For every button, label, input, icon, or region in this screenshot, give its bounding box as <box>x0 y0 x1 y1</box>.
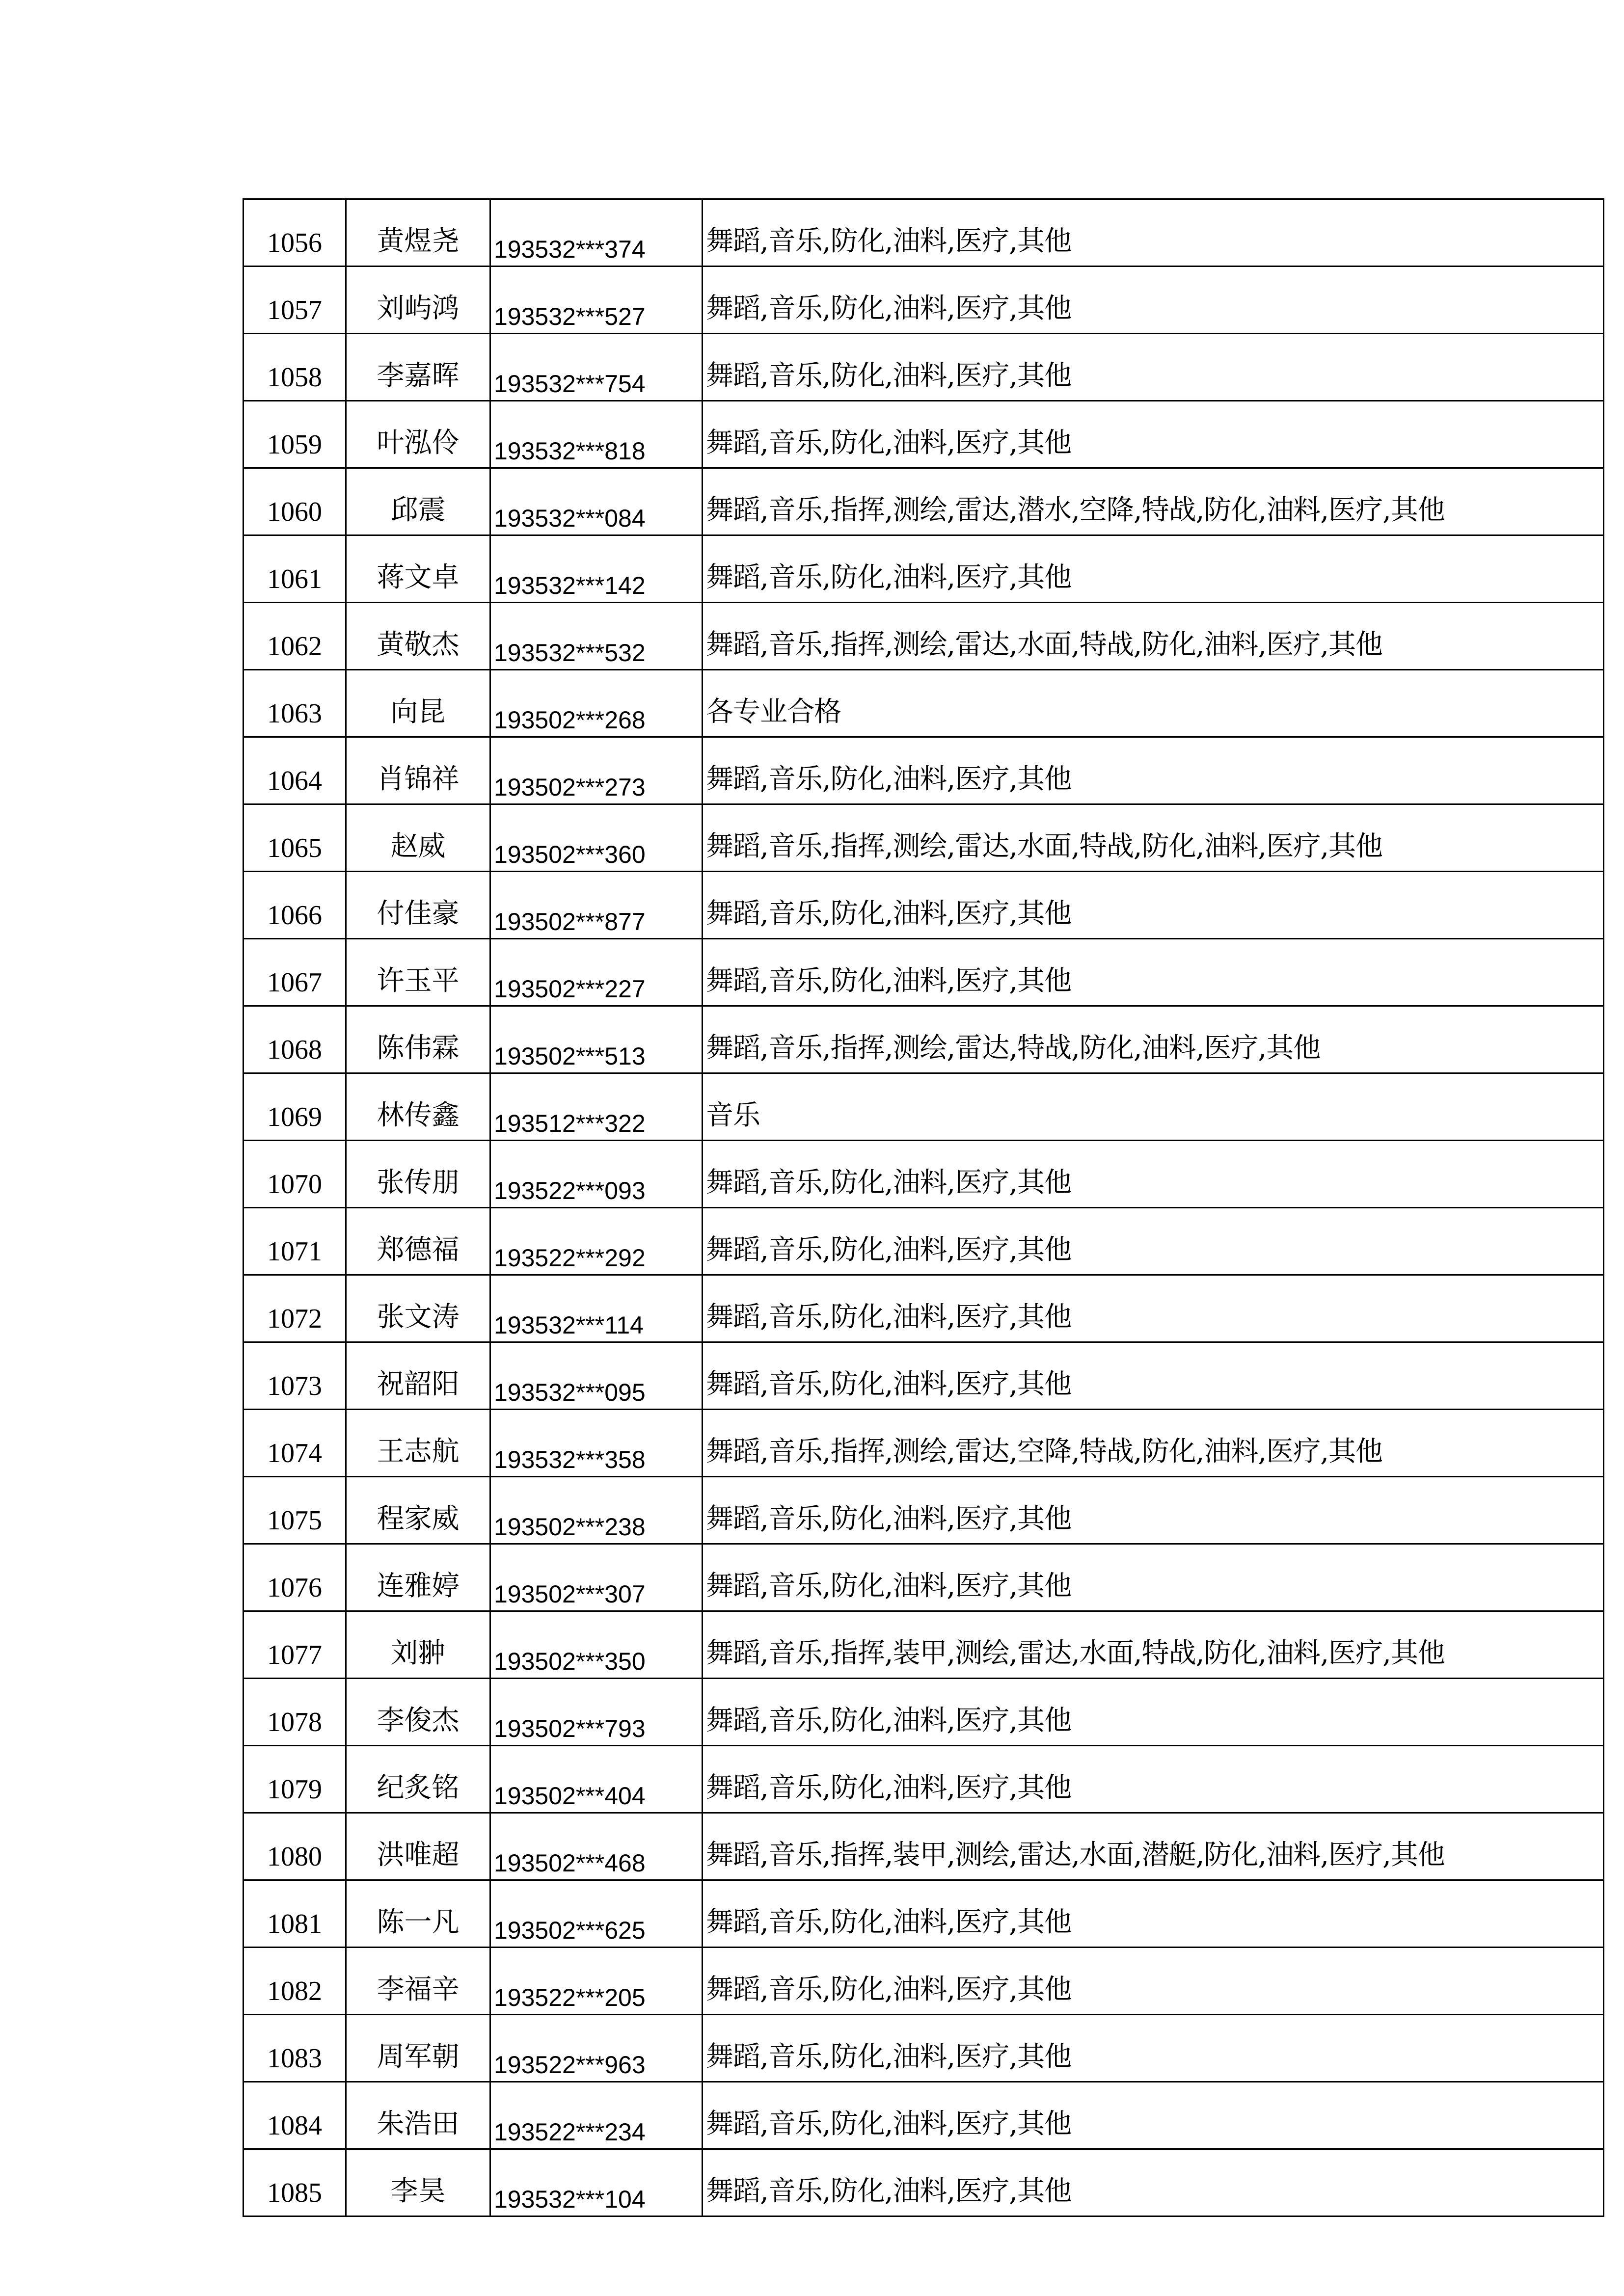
name-cell: 李俊杰 <box>346 1679 490 1746</box>
name-cell: 邱震 <box>346 468 490 535</box>
id-number-cell: 193502***273 <box>490 737 703 804</box>
name-cell: 郑德福 <box>346 1208 490 1275</box>
row-number-cell: 1077 <box>244 1611 346 1679</box>
specialties-cell: 舞蹈,音乐,指挥,测绘,雷达,潜水,空降,特战,防化,油料,医疗,其他 <box>703 468 1604 535</box>
row-number-cell: 1076 <box>244 1544 346 1611</box>
name-cell: 李嘉晖 <box>346 334 490 401</box>
table-row <box>244 1275 1604 1342</box>
specialties-cell: 舞蹈,音乐,防化,油料,医疗,其他 <box>703 939 1604 1006</box>
table-row <box>244 2149 1604 2216</box>
specialties-cell: 舞蹈,音乐,防化,油料,医疗,其他 <box>703 267 1604 334</box>
table-row <box>244 468 1604 535</box>
table-row <box>244 670 1604 737</box>
id-number-cell: 193502***468 <box>490 1813 703 1880</box>
specialties-cell: 舞蹈,音乐,防化,油料,医疗,其他 <box>703 1141 1604 1208</box>
specialties-cell: 舞蹈,音乐,防化,油料,医疗,其他 <box>703 872 1604 939</box>
name-cell: 朱浩田 <box>346 2082 490 2149</box>
row-number-cell: 1063 <box>244 670 346 737</box>
row-number-cell: 1057 <box>244 267 346 334</box>
specialties-cell: 舞蹈,音乐,防化,油料,医疗,其他 <box>703 1275 1604 1342</box>
row-number-cell: 1058 <box>244 334 346 401</box>
specialties-cell: 舞蹈,音乐,防化,油料,医疗,其他 <box>703 1679 1604 1746</box>
id-number-cell: 193522***234 <box>490 2082 703 2149</box>
id-number-cell: 193502***404 <box>490 1746 703 1813</box>
name-cell: 黄敬杰 <box>346 603 490 670</box>
id-number-cell: 193532***142 <box>490 535 703 603</box>
table-row <box>244 1544 1604 1611</box>
id-number-cell: 193502***513 <box>490 1006 703 1073</box>
row-number-cell: 1065 <box>244 804 346 872</box>
specialties-cell: 舞蹈,音乐,指挥,测绘,雷达,水面,特战,防化,油料,医疗,其他 <box>703 804 1604 872</box>
specialties-cell: 舞蹈,音乐,防化,油料,医疗,其他 <box>703 1544 1604 1611</box>
id-number-cell: 193502***877 <box>490 872 703 939</box>
id-number-cell: 193522***093 <box>490 1141 703 1208</box>
table-row <box>244 334 1604 401</box>
specialties-cell: 舞蹈,音乐,防化,油料,医疗,其他 <box>703 2149 1604 2216</box>
id-number-cell: 193512***322 <box>490 1073 703 1141</box>
id-number-cell: 193532***104 <box>490 2149 703 2216</box>
name-cell: 陈伟霖 <box>346 1006 490 1073</box>
row-number-cell: 1078 <box>244 1679 346 1746</box>
row-number-cell: 1075 <box>244 1477 346 1544</box>
table-row <box>244 1477 1604 1544</box>
name-cell: 张文涛 <box>346 1275 490 1342</box>
row-number-cell: 1079 <box>244 1746 346 1813</box>
row-number-cell: 1080 <box>244 1813 346 1880</box>
row-number-cell: 1073 <box>244 1342 346 1410</box>
specialties-cell: 舞蹈,音乐,防化,油料,医疗,其他 <box>703 1342 1604 1410</box>
specialties-cell: 音乐 <box>703 1073 1604 1141</box>
id-number-cell: 193522***963 <box>490 2015 703 2082</box>
row-number-cell: 1056 <box>244 199 346 267</box>
row-number-cell: 1062 <box>244 603 346 670</box>
row-number-cell: 1084 <box>244 2082 346 2149</box>
table-row <box>244 939 1604 1006</box>
specialties-cell: 舞蹈,音乐,指挥,测绘,雷达,空降,特战,防化,油料,医疗,其他 <box>703 1410 1604 1477</box>
id-number-cell: 193532***095 <box>490 1342 703 1410</box>
table-row <box>244 1342 1604 1410</box>
name-cell: 王志航 <box>346 1410 490 1477</box>
table-row <box>244 737 1604 804</box>
row-number-cell: 1072 <box>244 1275 346 1342</box>
name-cell: 蒋文卓 <box>346 535 490 603</box>
row-number-cell: 1061 <box>244 535 346 603</box>
table-row <box>244 1679 1604 1746</box>
name-cell: 陈一凡 <box>346 1880 490 1948</box>
table-row <box>244 1006 1604 1073</box>
name-cell: 刘屿鸿 <box>346 267 490 334</box>
specialties-cell: 舞蹈,音乐,防化,油料,医疗,其他 <box>703 1746 1604 1813</box>
id-number-cell: 193502***238 <box>490 1477 703 1544</box>
roster-table <box>243 198 1604 2217</box>
specialties-cell: 舞蹈,音乐,防化,油料,医疗,其他 <box>703 401 1604 468</box>
row-number-cell: 1059 <box>244 401 346 468</box>
table-row <box>244 2015 1604 2082</box>
name-cell: 肖锦祥 <box>346 737 490 804</box>
id-number-cell: 193532***527 <box>490 267 703 334</box>
specialties-cell: 舞蹈,音乐,指挥,测绘,雷达,水面,特战,防化,油料,医疗,其他 <box>703 603 1604 670</box>
name-cell: 黄煜尧 <box>346 199 490 267</box>
id-number-cell: 193502***793 <box>490 1679 703 1746</box>
table-row <box>244 1611 1604 1679</box>
specialties-cell: 舞蹈,音乐,防化,油料,医疗,其他 <box>703 199 1604 267</box>
name-cell: 付佳豪 <box>346 872 490 939</box>
specialties-cell: 舞蹈,音乐,防化,油料,医疗,其他 <box>703 2015 1604 2082</box>
row-number-cell: 1082 <box>244 1948 346 2015</box>
name-cell: 程家威 <box>346 1477 490 1544</box>
specialties-cell: 舞蹈,音乐,防化,油料,医疗,其他 <box>703 334 1604 401</box>
id-number-cell: 193522***292 <box>490 1208 703 1275</box>
row-number-cell: 1069 <box>244 1073 346 1141</box>
table-row <box>244 1880 1604 1948</box>
id-number-cell: 193502***268 <box>490 670 703 737</box>
row-number-cell: 1068 <box>244 1006 346 1073</box>
specialties-cell: 舞蹈,音乐,防化,油料,医疗,其他 <box>703 1208 1604 1275</box>
table-row <box>244 603 1604 670</box>
table-row <box>244 2082 1604 2149</box>
id-number-cell: 193532***114 <box>490 1275 703 1342</box>
table-row <box>244 1141 1604 1208</box>
id-number-cell: 193502***227 <box>490 939 703 1006</box>
specialties-cell: 舞蹈,音乐,防化,油料,医疗,其他 <box>703 1477 1604 1544</box>
table-row <box>244 401 1604 468</box>
table-row <box>244 1948 1604 2015</box>
id-number-cell: 193522***205 <box>490 1948 703 2015</box>
name-cell: 张传朋 <box>346 1141 490 1208</box>
table-row <box>244 267 1604 334</box>
specialties-cell: 舞蹈,音乐,防化,油料,医疗,其他 <box>703 737 1604 804</box>
table-row <box>244 1073 1604 1141</box>
name-cell: 洪唯超 <box>346 1813 490 1880</box>
name-cell: 周军朝 <box>346 2015 490 2082</box>
id-number-cell: 193532***532 <box>490 603 703 670</box>
name-cell: 刘翀 <box>346 1611 490 1679</box>
row-number-cell: 1074 <box>244 1410 346 1477</box>
name-cell: 李昊 <box>346 2149 490 2216</box>
table-row <box>244 1208 1604 1275</box>
id-number-cell: 193502***625 <box>490 1880 703 1948</box>
name-cell: 李福辛 <box>346 1948 490 2015</box>
name-cell: 连雅婷 <box>346 1544 490 1611</box>
row-number-cell: 1067 <box>244 939 346 1006</box>
row-number-cell: 1081 <box>244 1880 346 1948</box>
row-number-cell: 1064 <box>244 737 346 804</box>
table-row <box>244 1813 1604 1880</box>
roster-table-body <box>244 199 1604 2216</box>
table-row <box>244 1746 1604 1813</box>
name-cell: 叶泓伶 <box>346 401 490 468</box>
name-cell: 祝韶阳 <box>346 1342 490 1410</box>
name-cell: 向昆 <box>346 670 490 737</box>
table-row <box>244 872 1604 939</box>
specialties-cell: 舞蹈,音乐,防化,油料,医疗,其他 <box>703 2082 1604 2149</box>
table-row <box>244 1410 1604 1477</box>
table-row <box>244 804 1604 872</box>
table-row <box>244 535 1604 603</box>
row-number-cell: 1085 <box>244 2149 346 2216</box>
id-number-cell: 193532***374 <box>490 199 703 267</box>
specialties-cell: 舞蹈,音乐,防化,油料,医疗,其他 <box>703 1880 1604 1948</box>
specialties-cell: 舞蹈,音乐,防化,油料,医疗,其他 <box>703 535 1604 603</box>
specialties-cell: 舞蹈,音乐,指挥,装甲,测绘,雷达,水面,潜艇,防化,油料,医疗,其他 <box>703 1813 1604 1880</box>
specialties-cell: 各专业合格 <box>703 670 1604 737</box>
id-number-cell: 193532***358 <box>490 1410 703 1477</box>
row-number-cell: 1083 <box>244 2015 346 2082</box>
row-number-cell: 1070 <box>244 1141 346 1208</box>
table-row <box>244 199 1604 267</box>
name-cell: 林传鑫 <box>346 1073 490 1141</box>
name-cell: 纪炙铭 <box>346 1746 490 1813</box>
specialties-cell: 舞蹈,音乐,指挥,测绘,雷达,特战,防化,油料,医疗,其他 <box>703 1006 1604 1073</box>
row-number-cell: 1066 <box>244 872 346 939</box>
id-number-cell: 193532***818 <box>490 401 703 468</box>
id-number-cell: 193502***307 <box>490 1544 703 1611</box>
specialties-cell: 舞蹈,音乐,指挥,装甲,测绘,雷达,水面,特战,防化,油料,医疗,其他 <box>703 1611 1604 1679</box>
name-cell: 赵威 <box>346 804 490 872</box>
id-number-cell: 193502***350 <box>490 1611 703 1679</box>
specialties-cell: 舞蹈,音乐,防化,油料,医疗,其他 <box>703 1948 1604 2015</box>
name-cell: 许玉平 <box>346 939 490 1006</box>
row-number-cell: 1060 <box>244 468 346 535</box>
id-number-cell: 193502***360 <box>490 804 703 872</box>
id-number-cell: 193532***754 <box>490 334 703 401</box>
row-number-cell: 1071 <box>244 1208 346 1275</box>
id-number-cell: 193532***084 <box>490 468 703 535</box>
